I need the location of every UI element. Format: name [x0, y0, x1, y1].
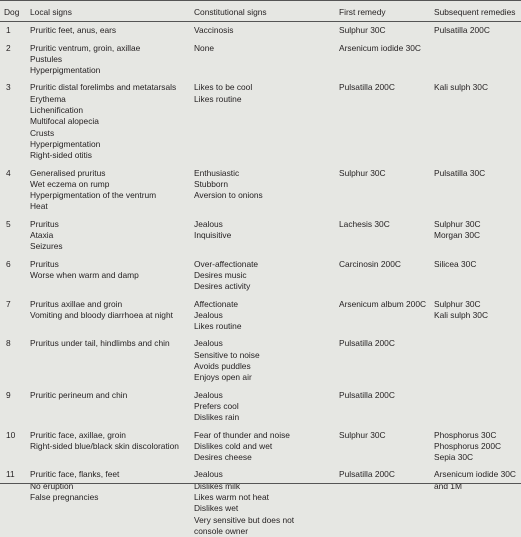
subsequent-remedies-line: Sulphur 30C	[434, 218, 481, 229]
dog-number: 8	[6, 338, 11, 349]
constitutional-signs-line: Jealous	[194, 389, 223, 400]
subsequent-remedies-cell	[430, 293, 521, 333]
subsequent-remedies-line: Arsenicum iodide 30C	[434, 469, 516, 480]
subsequent-remedies-line: Sulphur 30C	[434, 298, 481, 309]
dog-number: 2	[6, 42, 11, 53]
local-signs-line: Worse when warm and damp	[30, 269, 139, 280]
first-remedy-cell	[335, 22, 430, 37]
constitutional-signs-line: Affectionate	[194, 298, 239, 309]
local-signs-line: Vomiting and bloody diarrhoea at night	[30, 309, 173, 320]
subsequent-remedies-line: Phosphorus 30C	[434, 429, 497, 440]
subsequent-remedies-line: Kali sulph 30C	[434, 309, 489, 320]
local-signs-cell	[26, 22, 190, 37]
subsequent-remedies-line: Pulsatilla 200C	[434, 25, 490, 36]
local-signs-line: Pruritus	[30, 218, 59, 229]
constitutional-signs-line: Over-affectionate	[194, 258, 259, 269]
constitutional-signs-cell	[190, 384, 335, 424]
constitutional-signs-line: Avoids puddles	[194, 361, 251, 372]
constitutional-signs-line: Aversion to onions	[194, 190, 263, 201]
local-signs-cell	[26, 424, 190, 464]
constitutional-signs-line: Very sensitive but does not	[194, 514, 295, 525]
local-signs-line: Ataxia	[30, 230, 54, 241]
subsequent-remedies-line: Pulsatilla 30C	[434, 167, 486, 178]
constitutional-signs-line: None	[194, 42, 215, 53]
table-row	[0, 213, 521, 253]
constitutional-signs-line: Jealous	[194, 338, 223, 349]
subsequent-remedies-cell	[430, 22, 521, 37]
constitutional-signs-line: Prefers cool	[194, 400, 239, 411]
local-signs-line: Generalised pruritus	[30, 167, 106, 178]
subsequent-remedies-line: Sepia 30C	[434, 452, 474, 463]
first-remedy-line: Lachesis 30C	[339, 218, 390, 229]
subsequent-remedies-line: Morgan 30C	[434, 230, 481, 241]
dog-number: 7	[6, 298, 11, 309]
table-row	[0, 332, 521, 383]
local-signs-line: Lichenification	[30, 105, 84, 116]
constitutional-signs-cell	[190, 162, 335, 213]
local-signs-cell	[26, 463, 190, 537]
subsequent-remedies-cell	[430, 463, 521, 537]
local-signs-cell	[26, 332, 190, 383]
first-remedy-line: Pulsatilla 200C	[339, 389, 395, 400]
local-signs-line: Pruritic feet, anus, ears	[30, 25, 117, 36]
local-signs-line: Pruritus under tail, hindlimbs and chin	[30, 338, 170, 349]
subsequent-remedies-cell	[430, 37, 521, 77]
header-row	[0, 1, 521, 22]
local-signs-line: Pustules	[30, 53, 63, 64]
local-signs-line: Wet eczema on rump	[30, 178, 110, 189]
table-row	[0, 22, 521, 37]
local-signs-line: Hyperpigmentation of the ventrum	[30, 190, 157, 201]
local-signs-line: Heat	[30, 201, 48, 212]
header-constitutional-signs: Constitutional signs	[190, 1, 335, 22]
local-signs-line: Pruritus	[30, 258, 59, 269]
constitutional-signs-cell	[190, 293, 335, 333]
local-signs-line: Crusts	[30, 127, 55, 138]
header-first-remedy: First remedy	[335, 1, 430, 22]
table-row	[0, 424, 521, 464]
constitutional-signs-line: Jealous	[194, 309, 223, 320]
subsequent-remedies-line: Phosphorus 200C	[434, 440, 502, 451]
local-signs-line: No eruption	[30, 480, 74, 491]
header-dog: Dog	[0, 1, 26, 22]
bottom-rule	[0, 483, 521, 484]
local-signs-line: Seizures	[30, 241, 63, 252]
local-signs-line: Pruritic perineum and chin	[30, 389, 128, 400]
table-row	[0, 463, 521, 537]
first-remedy-line: Pulsatilla 200C	[339, 338, 395, 349]
dog-number: 9	[6, 389, 11, 400]
table-row	[0, 384, 521, 424]
constitutional-signs-line: Dislikes milk	[194, 480, 241, 491]
dog-number: 11	[6, 469, 15, 480]
subsequent-remedies-cell	[430, 76, 521, 161]
constitutional-signs-line: Desires music	[194, 269, 247, 280]
constitutional-signs-line: console owner	[194, 525, 249, 536]
local-signs-line: Pruritic face, flanks, feet	[30, 469, 120, 480]
local-signs-cell	[26, 37, 190, 77]
first-remedy-line: Pulsatilla 200C	[339, 82, 395, 93]
first-remedy-line: Carcinosin 200C	[339, 258, 401, 269]
first-remedy-cell	[335, 463, 430, 537]
first-remedy-cell	[335, 253, 430, 293]
local-signs-line: False pregnancies	[30, 491, 99, 502]
local-signs-line: Pruritic ventrum, groin, axillae	[30, 42, 141, 53]
constitutional-signs-line: Jealous	[194, 218, 223, 229]
constitutional-signs-cell	[190, 76, 335, 161]
constitutional-signs-cell	[190, 253, 335, 293]
subsequent-remedies-cell	[430, 424, 521, 464]
constitutional-signs-line: Likes routine	[194, 93, 242, 104]
constitutional-signs-line: Likes warm not heat	[194, 491, 269, 502]
dog-number: 6	[6, 258, 11, 269]
local-signs-line: Right-sided otitis	[30, 150, 92, 161]
constitutional-signs-cell	[190, 463, 335, 537]
dog-number: 4	[6, 167, 11, 178]
constitutional-signs-line: Enthusiastic	[194, 167, 240, 178]
subsequent-remedies-line: Kali sulph 30C	[434, 82, 489, 93]
first-remedy-line: Sulphur 30C	[339, 429, 386, 440]
constitutional-signs-line: Jealous	[194, 469, 223, 480]
local-signs-line: Right-sided blue/black skin discoloration	[30, 440, 179, 451]
first-remedy-line: Pulsatilla 200C	[339, 469, 395, 480]
subsequent-remedies-cell	[430, 384, 521, 424]
constitutional-signs-line: Likes to be cool	[194, 82, 253, 93]
first-remedy-cell	[335, 76, 430, 161]
constitutional-signs-line: Desires activity	[194, 281, 251, 292]
table-header	[0, 1, 521, 22]
subsequent-remedies-cell	[430, 162, 521, 213]
subsequent-remedies-cell	[430, 213, 521, 253]
subsequent-remedies-line: Silicea 30C	[434, 258, 477, 269]
local-signs-line: Hyperpigmentation	[30, 138, 101, 149]
local-signs-cell	[26, 253, 190, 293]
local-signs-cell	[26, 384, 190, 424]
first-remedy-cell	[335, 213, 430, 253]
constitutional-signs-line: Enjoys open air	[194, 372, 252, 383]
constitutional-signs-line: Sensitive to noise	[194, 349, 260, 360]
constitutional-signs-line: Dislikes cold and wet	[194, 440, 273, 451]
constitutional-signs-line: Dislikes rain	[194, 412, 240, 423]
constitutional-signs-line: Desires cheese	[194, 452, 252, 463]
table-row	[0, 76, 521, 161]
local-signs-line: Pruritic face, axillae, groin	[30, 429, 126, 440]
table-row	[0, 162, 521, 213]
first-remedy-line: Arsenicum album 200C	[339, 298, 427, 309]
constitutional-signs-line: Stubborn	[194, 178, 228, 189]
local-signs-cell	[26, 162, 190, 213]
subsequent-remedies-line: and 1M	[434, 480, 462, 491]
constitutional-signs-cell	[190, 424, 335, 464]
constitutional-signs-cell	[190, 213, 335, 253]
first-remedy-cell	[335, 162, 430, 213]
table-row	[0, 37, 521, 77]
local-signs-line: Pruritus axillae and groin	[30, 298, 123, 309]
first-remedy-line: Sulphur 30C	[339, 167, 386, 178]
local-signs-line: Pruritic distal forelimbs and metatarsals	[30, 82, 177, 93]
dog-number: 3	[6, 82, 11, 93]
first-remedy-line: Sulphur 30C	[339, 25, 386, 36]
local-signs-line: Hyperpigmentation	[30, 65, 101, 76]
first-remedy-cell	[335, 332, 430, 383]
first-remedy-line: Arsenicum iodide 30C	[339, 42, 421, 53]
first-remedy-cell	[335, 37, 430, 77]
local-signs-line: Erythema	[30, 93, 66, 104]
first-remedy-cell	[335, 384, 430, 424]
constitutional-signs-line: Vaccinosis	[194, 25, 234, 36]
constitutional-signs-cell	[190, 332, 335, 383]
subsequent-remedies-cell	[430, 253, 521, 293]
table-row	[0, 293, 521, 333]
constitutional-signs-cell	[190, 22, 335, 37]
first-remedy-cell	[335, 293, 430, 333]
constitutional-signs-line: Dislikes wet	[194, 503, 239, 514]
header-subsequent-remedies: Subsequent remedies	[430, 1, 521, 22]
table-body	[0, 22, 521, 537]
local-signs-cell	[26, 293, 190, 333]
local-signs-line: Multifocal alopecia	[30, 116, 99, 127]
constitutional-signs-line: Fear of thunder and noise	[194, 429, 290, 440]
dog-number: 5	[6, 218, 11, 229]
subsequent-remedies-cell	[430, 332, 521, 383]
local-signs-cell	[26, 213, 190, 253]
first-remedy-cell	[335, 424, 430, 464]
local-signs-cell	[26, 76, 190, 161]
header-local-signs: Local signs	[26, 1, 190, 22]
constitutional-signs-line: Inquisitive	[194, 230, 232, 241]
dog-number: 1	[6, 25, 11, 36]
constitutional-signs-cell	[190, 37, 335, 77]
dog-number: 10	[6, 429, 16, 440]
table-row	[0, 253, 521, 293]
constitutional-signs-line: Likes routine	[194, 321, 242, 332]
